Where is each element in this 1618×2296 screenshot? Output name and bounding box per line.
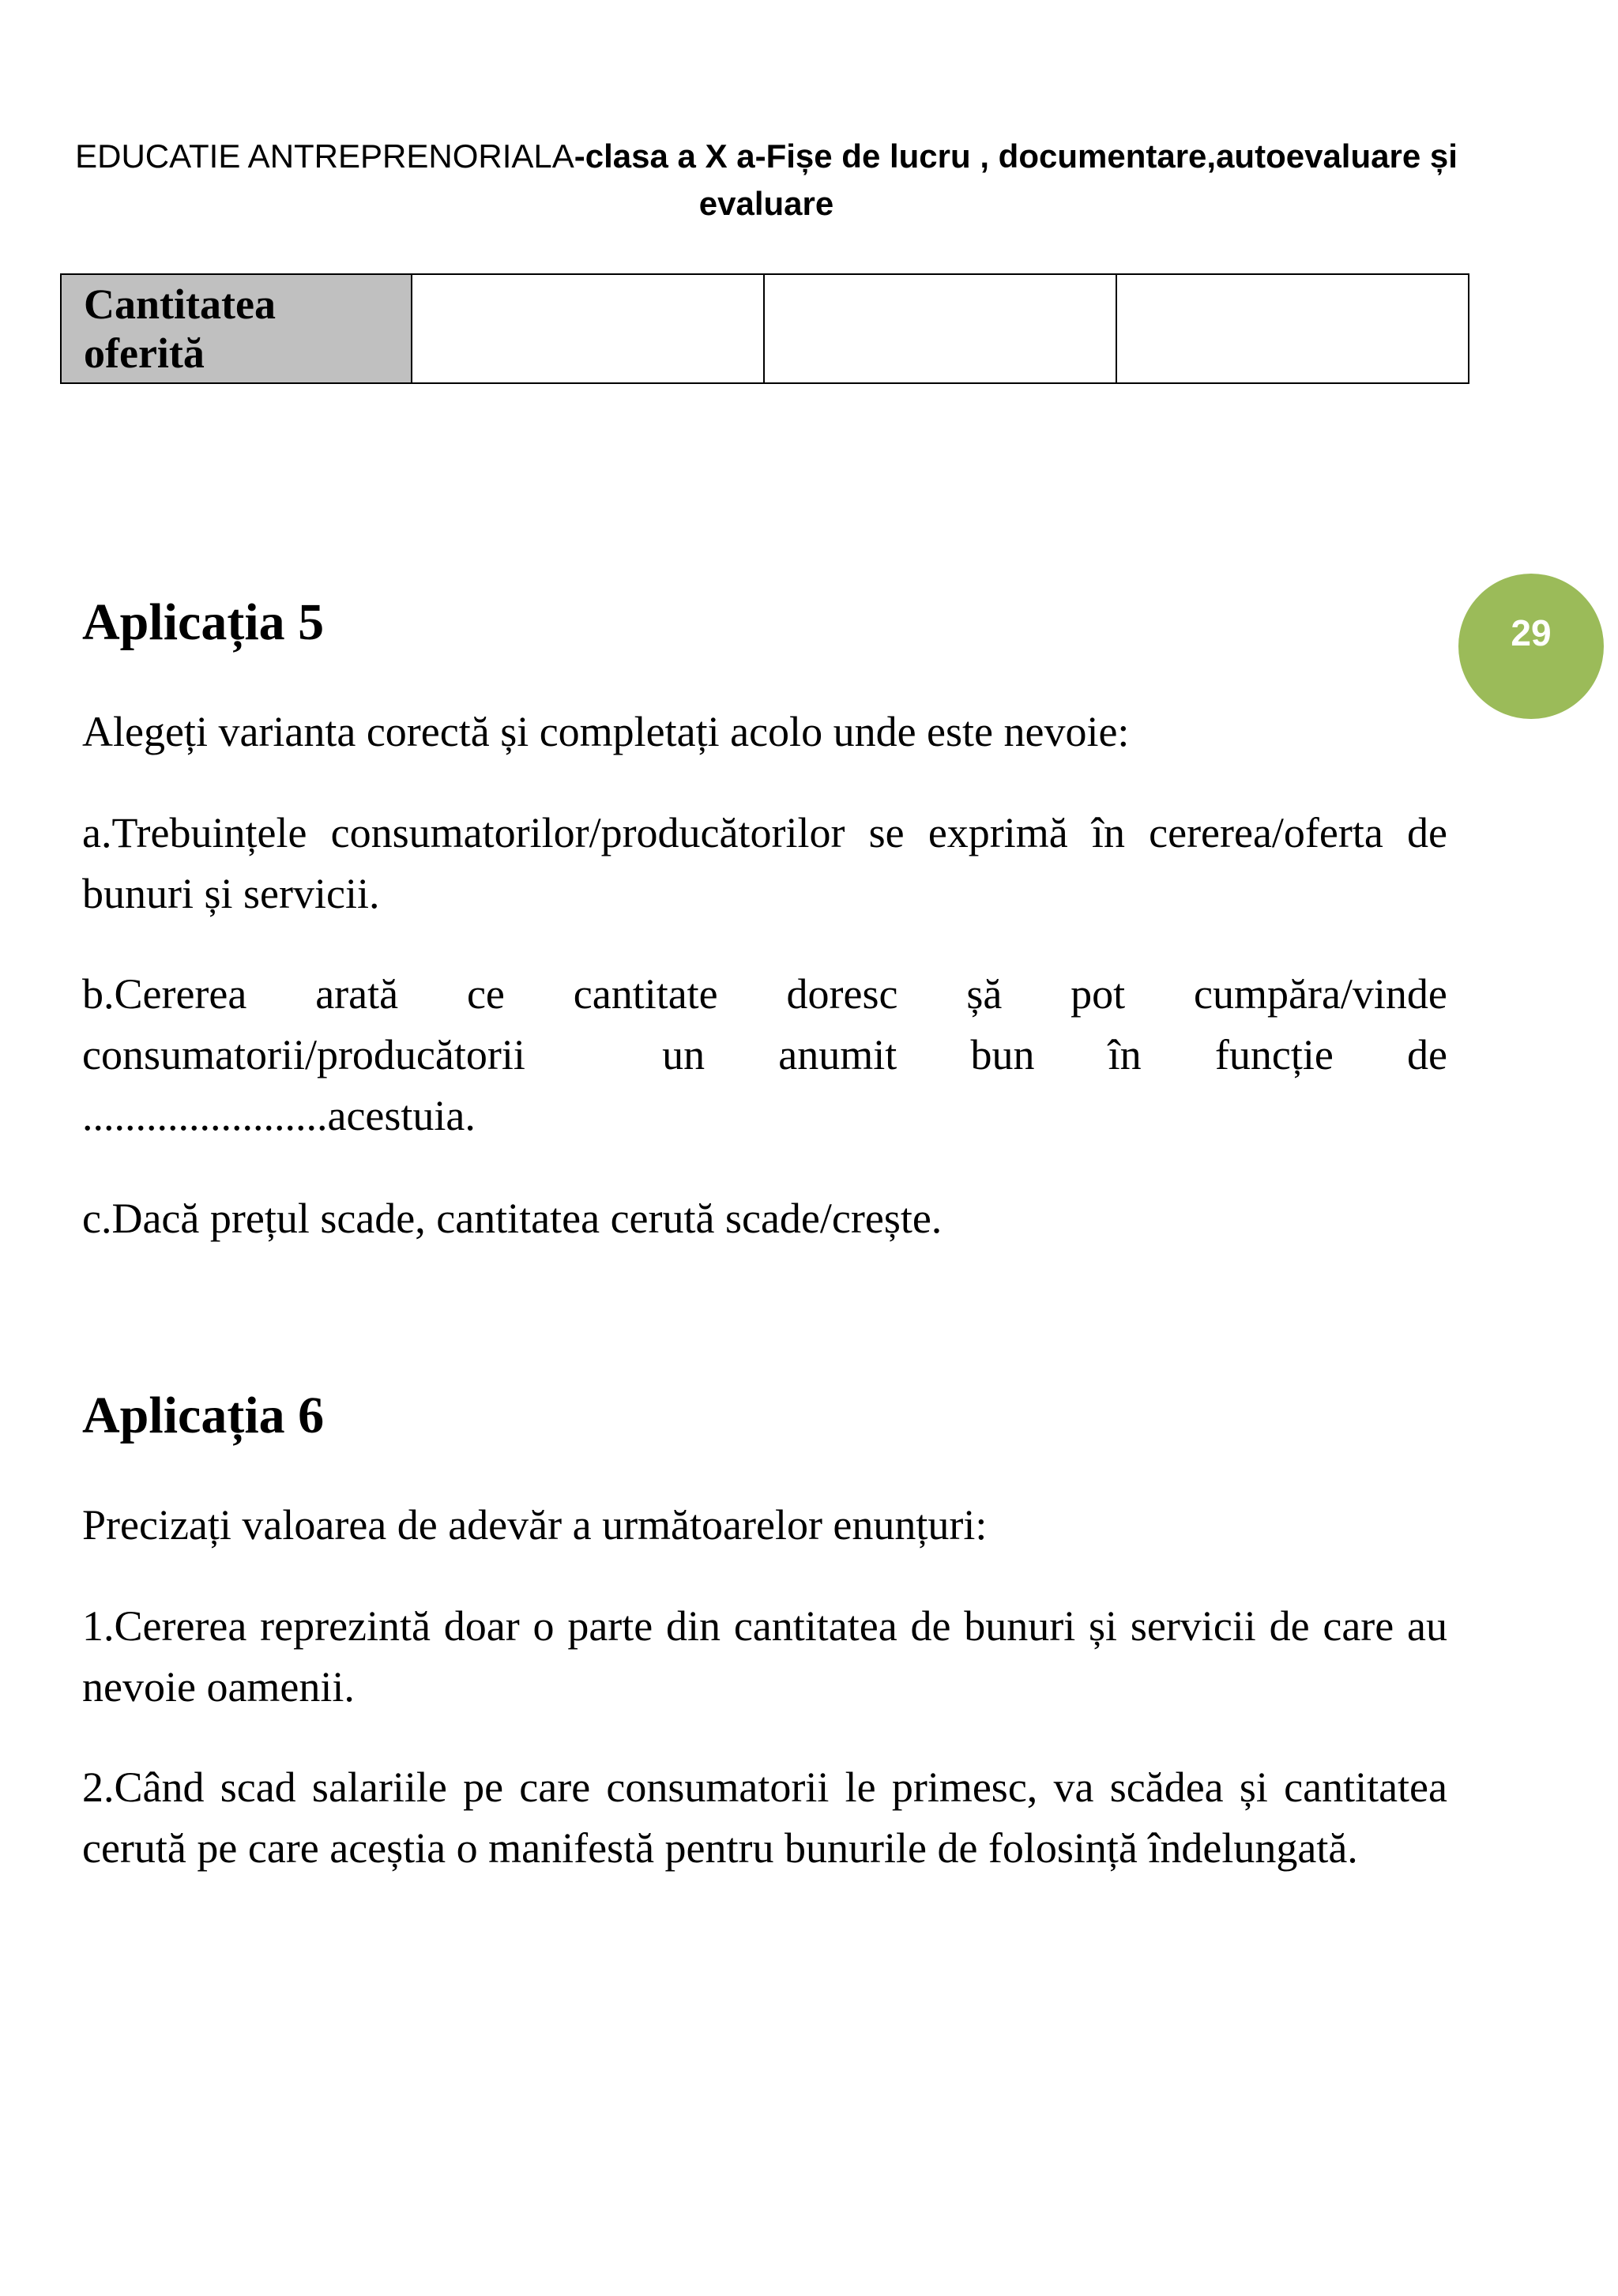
word: ce: [466, 970, 505, 1018]
word: cumpăra/vinde: [1194, 970, 1447, 1018]
label-line-1: Cantitatea: [84, 280, 276, 328]
table-row: [61, 274, 1469, 383]
word: funcție: [1214, 1031, 1334, 1078]
app5-item-b-line-1: [82, 964, 1447, 1025]
label-line-2: oferită: [84, 329, 205, 377]
app5-item-b-line-3: .......................acestuia.: [82, 1092, 476, 1139]
app6-item-1: 1.Cererea reprezintă doar o parte din cantitatea de bunuri și servicii de care au nevoie oamenii.: [82, 1602, 1447, 1711]
header-line-1: [0, 133, 1533, 180]
word: arată: [315, 970, 399, 1018]
app6-title: Aplicația 6: [82, 1387, 325, 1444]
app5-item-b-line-2: [82, 1025, 1447, 1086]
table-cell: [1116, 274, 1469, 383]
word: de: [1407, 1031, 1447, 1078]
app5-title: Aplicația 5: [82, 593, 325, 651]
app5-item-b: [82, 964, 1447, 1146]
header-line-2: evaluare: [698, 185, 834, 222]
app6-item-2: 2.Când scad salariile pe care consumatorii le primesc, va scădea și cantitatea cerută pe care aceștia o manifestă pentru bunurile de folosință îndelungată.: [82, 1763, 1447, 1872]
word: în: [1108, 1031, 1142, 1078]
page-header: [0, 133, 1533, 228]
word: cantitate: [573, 970, 718, 1018]
app5-intro: Alegeți varianta corectă și completați acolo unde este nevoie:: [82, 708, 1130, 755]
header-course-name: EDUCATIE ANTREPRENORIALA: [75, 137, 574, 175]
app5-item-a: a.Trebuințele consumatorilor/producătorilor se exprimă în cererea/oferta de bunuri și servicii.: [82, 809, 1447, 917]
page-number-badge: 29: [1458, 574, 1604, 719]
word: un: [662, 1031, 706, 1078]
table-row-label: [61, 274, 412, 383]
table-cell: [764, 274, 1116, 383]
word: anumit: [778, 1031, 897, 1078]
word: bun: [970, 1031, 1035, 1078]
word: doresc: [786, 970, 898, 1018]
word: b.Cererea: [82, 970, 247, 1018]
app5-item-c: c.Dacă prețul scade, cantitatea cerută scade/crește.: [82, 1195, 943, 1242]
app6-intro: Precizați valoarea de adevăr a următoarelor enunțuri:: [82, 1501, 988, 1549]
word: pot: [1071, 970, 1126, 1018]
word: șă: [966, 970, 1003, 1018]
header-subtitle: -clasa a X a-Fișe de lucru , documentare,autoevaluare și: [574, 137, 1458, 175]
offer-table: [60, 273, 1469, 384]
word: consumatorii/producătorii: [82, 1031, 525, 1078]
table-cell: [412, 274, 764, 383]
